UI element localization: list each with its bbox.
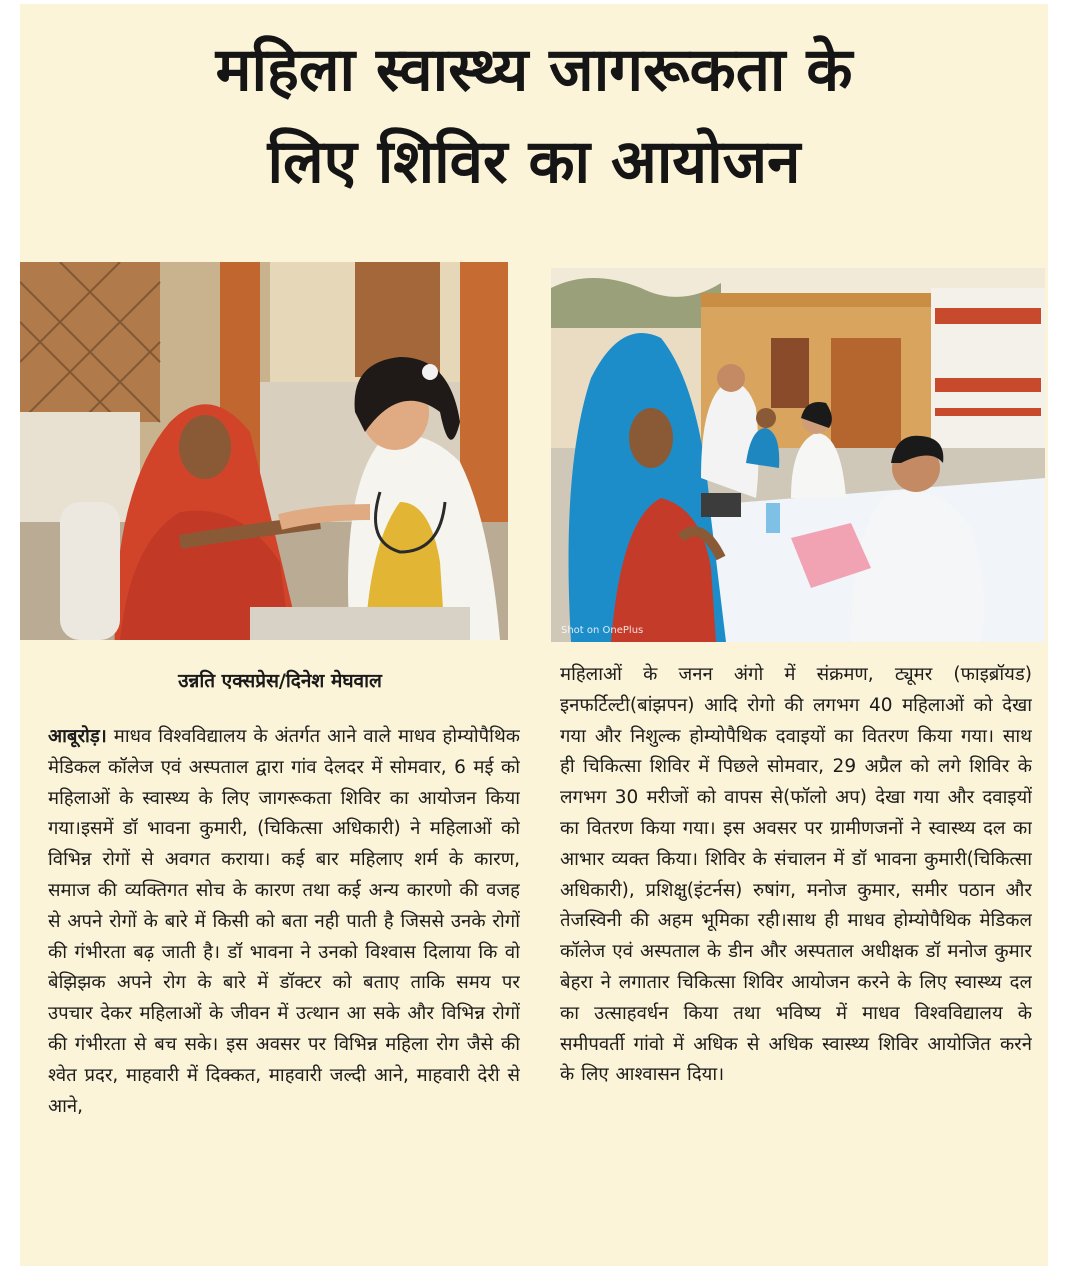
article-body-right: महिलाओं के जनन अंगो में संक्रमण, ट्यूमर (फाइब्रॉयड) इनफर्टिल्टी(बांझपन) आदि रोगो की लगभग 40 महिलाओं को देखा गया और निशुल्क होम्योपैथिक दवाइयों का वितरण किया गया। साथ ही चिकित्सा शिविर में पिछले सोमवार, 29 अप्रैल को लगे शिविर के लगभग 30 मरीजों को वापस से(फॉलो अप) देखा गया और दवाइयों का वितरण किया गया। इस अवसर पर ग्रामीणजनों ने स्वास्थ्य दल का आभार व्यक्त किया। शिविर के संचालन में डॉ भावना कुमारी(चिकित्सा अधिकारी), प्रशिक्षु(इंटर्नस) रुषांग, मनोज कुमार, समीर पठान और तेजस्विनी की अहम भूमिका रही।साथ ही माधव होम्योपैथिक मेडिकल कॉलेज एवं अस्पताल के डीन और अस्पताल अधीक्षक डॉ मनोज कुमार बेहरा ने लगातार चिकित्सा शिविर आयोजन करने के लिए स्वास्थ्य दल का उत्साहवर्धन किया तथा भविष्य में माधव विश्वविद्यालय के समीपवर्ती गांवो में अधिक से अधिक स्वास्थ्य शिविर आयोजित करने के लिए आश्वासन दिया। (560, 664, 1032, 1086)
photo-left-illustration (20, 262, 508, 640)
headline-line-2: लिए शिविर का आयोजन (267, 127, 801, 197)
photo-doctor-examining-patient (20, 262, 508, 640)
photo-right-illustration (551, 268, 1045, 642)
photo-health-camp-registration (551, 268, 1045, 642)
byline: उन्नति एक्सप्रेस/दिनेश मेघवाल (178, 670, 382, 692)
headline-line-1: महिला स्वास्थ्य जागरूकता के (215, 35, 853, 105)
article-column-right (560, 660, 1032, 1260)
article-body-left: माधव विश्वविद्यालय के अंतर्गत आने वाले माधव होम्योपैथिक मेडिकल कॉलेज एवं अस्पताल द्वारा गांव देलदर में सोमवार, 6 मई को महिलाओं के स्वास्थ्य के लिए जागरूकता शिविर का आयोजन किया गया।इसमें डॉ भावना कुमारी, (चिकित्सा अधिकारी) ने महिलाओं को विभिन्न रोगों से अवगत कराया। कई बार महिलाए शर्म के कारण, समाज की व्यक्तिगत सोच के कारण तथा कई अन्य कारणो की वजह से अपने रोगों के बारे में किसी को बता नही पाती है जिससे उनके रोगों की गंभीरता बढ़ जाती है। डॉ भावना ने उनको विश्वास दिलाया कि वो बेझिझक अपने रोग के बारे में डॉक्टर को बताए ताकि समय पर उपचार देकर महिलाओं के जीवन में उत्थान आ सके और विभिन्न रोगों की गंभीरता से बच सके। इस अवसर पर विभिन्न महिला रोग जैसे की श्वेत प्रदर, माहवारी में दिक्कत, माहवारी जल्दी आने, माहवारी देरी से आने, (48, 726, 520, 1117)
photo-watermark: Shot on OnePlus (561, 625, 644, 636)
dateline: आबूरोड़। (48, 726, 107, 747)
newspaper-clipping (20, 4, 1048, 1266)
article-column-left (48, 722, 520, 1262)
headline (20, 24, 1048, 208)
